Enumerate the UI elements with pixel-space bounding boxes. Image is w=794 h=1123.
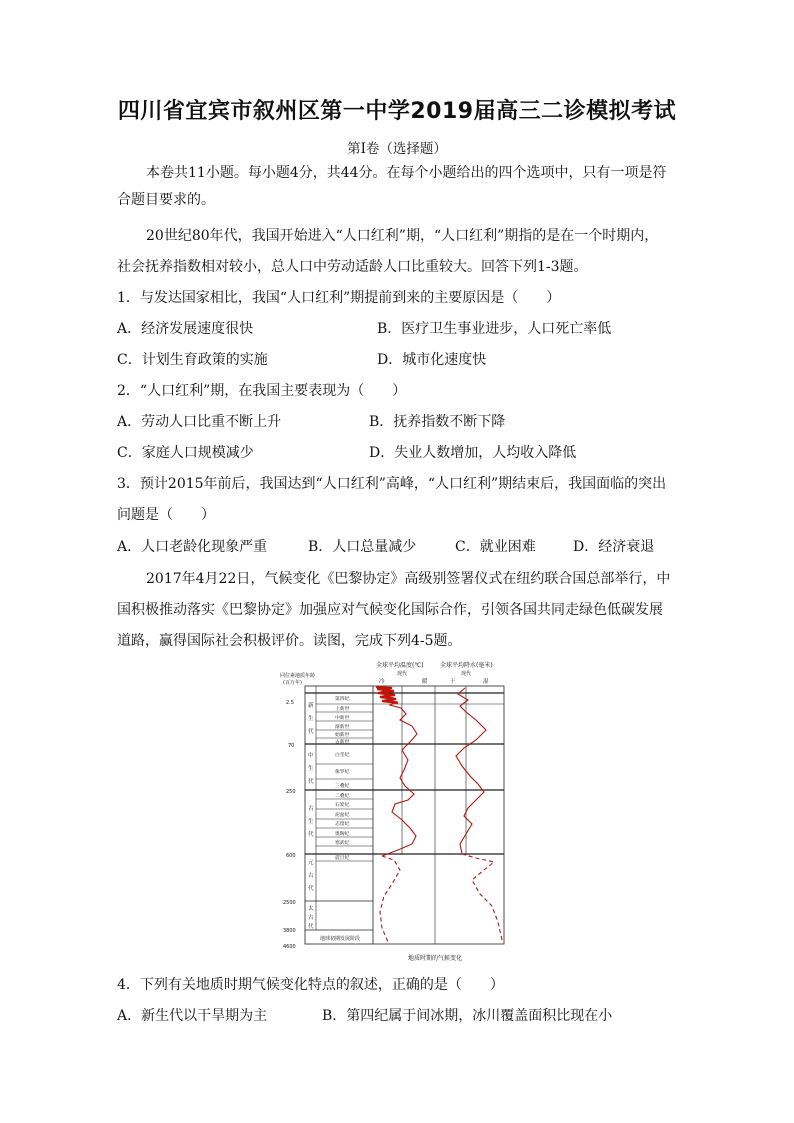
section-title: 第Ⅰ卷（选择题） bbox=[347, 141, 447, 157]
figure-caption: 地质时期的气候变化 bbox=[408, 955, 463, 962]
temperature-modern-label: 现代 bbox=[397, 671, 408, 677]
question-4-option-b: B．第四纪属于间冰期，冰川覆盖面积比现在小 bbox=[322, 1008, 613, 1024]
temperature-noise-top bbox=[376, 687, 398, 703]
period-jurassic: 侏罗纪 bbox=[335, 770, 350, 775]
period-devonian: 泥盆纪 bbox=[335, 813, 350, 818]
period-carboniferous: 石炭纪 bbox=[335, 803, 350, 808]
question-3-option-c: C．就业困难 bbox=[455, 539, 536, 555]
age-label-3800: 3800 bbox=[283, 928, 296, 934]
age-label-4600: 4600 bbox=[283, 944, 296, 950]
exam-title: 四川省宜宾市叙州区第一中学2019届高三二诊模拟考试 bbox=[117, 99, 677, 124]
question-3-stem-line-2: 问题是（ ） bbox=[117, 507, 215, 523]
question-1-stem: 1．与发达国家相比，我国“人口红利”期提前到来的主要原因是（ ） bbox=[117, 290, 561, 306]
early-earth-stage-label: 地球初期发展阶段 bbox=[320, 936, 361, 942]
question-2-option-d: D．失业人数增加，人均收入降低 bbox=[369, 445, 577, 461]
passage2-line-2: 国积极推动落实《巴黎协定》加强应对气候变化国际合作，引领各国共同走绿色低碳发展 bbox=[117, 602, 663, 618]
question-1-option-b: B．医疗卫生事业进步，人口死亡率低 bbox=[377, 321, 612, 337]
period-pliocene: 上新世 bbox=[335, 707, 350, 712]
period-ordovician: 奥陶纪 bbox=[335, 832, 350, 837]
age-label-2500: 2500 bbox=[283, 900, 296, 906]
temperature-curve-dashed bbox=[380, 856, 400, 942]
dry-label: 干 bbox=[450, 679, 456, 685]
age-label-2-5: 2.5 bbox=[286, 700, 294, 706]
temperature-column-title: 全球平均温度(℃) bbox=[376, 662, 424, 669]
question-1-option-c: C．计划生育政策的实施 bbox=[117, 352, 268, 368]
age-label-250: 250 bbox=[286, 789, 296, 795]
passage2-line-1: 2017年4月22日，气候变化《巴黎协定》高级别签署仪式在纽约联合国总部举行，中 bbox=[146, 571, 671, 587]
question-3-option-d: D．经济衰退 bbox=[573, 539, 655, 555]
era-proterozoic: 元古代 bbox=[308, 860, 314, 892]
period-quaternary: 第四纪 bbox=[335, 697, 350, 702]
question-1-option-d: D．城市化速度快 bbox=[377, 352, 487, 368]
passage1-line-2: 社会抚养指数相对较小，总人口中劳动适龄人口比重较大。回答下列1-3题。 bbox=[117, 259, 588, 275]
geologic-climate-diagram bbox=[280, 660, 514, 970]
warm-label: 暖 bbox=[422, 679, 428, 685]
question-3-option-b: B．人口总量减少 bbox=[308, 539, 417, 555]
passage2-line-3: 道路，赢得国际社会积极评价。读图，完成下列4-5题。 bbox=[117, 633, 462, 649]
precipitation-modern-label: 现代 bbox=[461, 671, 472, 677]
question-3-stem-line-1: 3．预计2015年前后，我国达到“人口红利”高峰，“人口红利”期结束后，我国面临的突出 bbox=[117, 476, 667, 492]
cold-label: 冷 bbox=[379, 679, 385, 685]
age-label-600: 600 bbox=[286, 853, 296, 859]
age-axis-title-2: (百万年) bbox=[283, 680, 302, 686]
climate-change-figure bbox=[280, 660, 514, 970]
instructions-line-1: 本卷共11小题。每小题4分，共44分。在每个小题给出的四个选项中，只有一项是符 bbox=[146, 165, 667, 181]
question-2-option-b: B．抚养指数不断下降 bbox=[369, 414, 506, 430]
question-2-option-a: A．劳动人口比重不断上升 bbox=[117, 414, 282, 430]
question-3-option-a: A．人口老龄化现象严重 bbox=[117, 539, 268, 555]
period-cambrian: 寒武纪 bbox=[335, 841, 350, 846]
question-2-stem: 2．“人口红利”期，在我国主要表现为（ ） bbox=[117, 383, 407, 399]
age-axis-title-1: 同位素地质年龄 bbox=[280, 673, 316, 679]
precipitation-curve-dashed bbox=[462, 854, 502, 940]
period-cretaceous: 白垩纪 bbox=[335, 753, 350, 758]
precipitation-curve-solid bbox=[456, 688, 486, 854]
period-oligocene: 渐新世 bbox=[335, 725, 350, 730]
period-eocene: 始新世 bbox=[335, 733, 350, 738]
era-cenozoic: 新生代 bbox=[308, 703, 314, 735]
period-silurian: 志留纪 bbox=[335, 822, 350, 827]
period-triassic: 三叠纪 bbox=[335, 784, 350, 789]
era-archean: 太古代 bbox=[308, 906, 314, 930]
passage1-line-1: 20世纪80年代，我国开始进入“人口红利”期，“人口红利”期指的是在一个时期内， bbox=[146, 228, 659, 244]
era-paleozoic: 古生代 bbox=[308, 806, 314, 838]
period-miocene: 中新世 bbox=[335, 716, 350, 721]
era-mesozoic: 中生代 bbox=[308, 753, 314, 785]
question-4-stem: 4．下列有关地质时期气候变化特点的叙述，正确的是（ ） bbox=[117, 977, 504, 993]
question-1-option-a: A．经济发展速度很快 bbox=[117, 321, 254, 337]
period-paleocene: 古新世 bbox=[335, 740, 350, 745]
wet-label: 湿 bbox=[483, 679, 489, 685]
question-2-option-c: C．家庭人口规模减少 bbox=[117, 445, 254, 461]
instructions-line-2: 合题目要求的。 bbox=[117, 192, 215, 208]
age-label-70: 70 bbox=[288, 743, 295, 749]
period-permian: 二叠纪 bbox=[335, 794, 350, 799]
temperature-curve-solid bbox=[377, 688, 417, 856]
period-sinian: 震旦纪 bbox=[335, 856, 350, 861]
question-4-option-a: A．新生代以干旱期为主 bbox=[117, 1008, 268, 1024]
precipitation-column-title: 全球平均降水(毫米) bbox=[440, 662, 493, 669]
